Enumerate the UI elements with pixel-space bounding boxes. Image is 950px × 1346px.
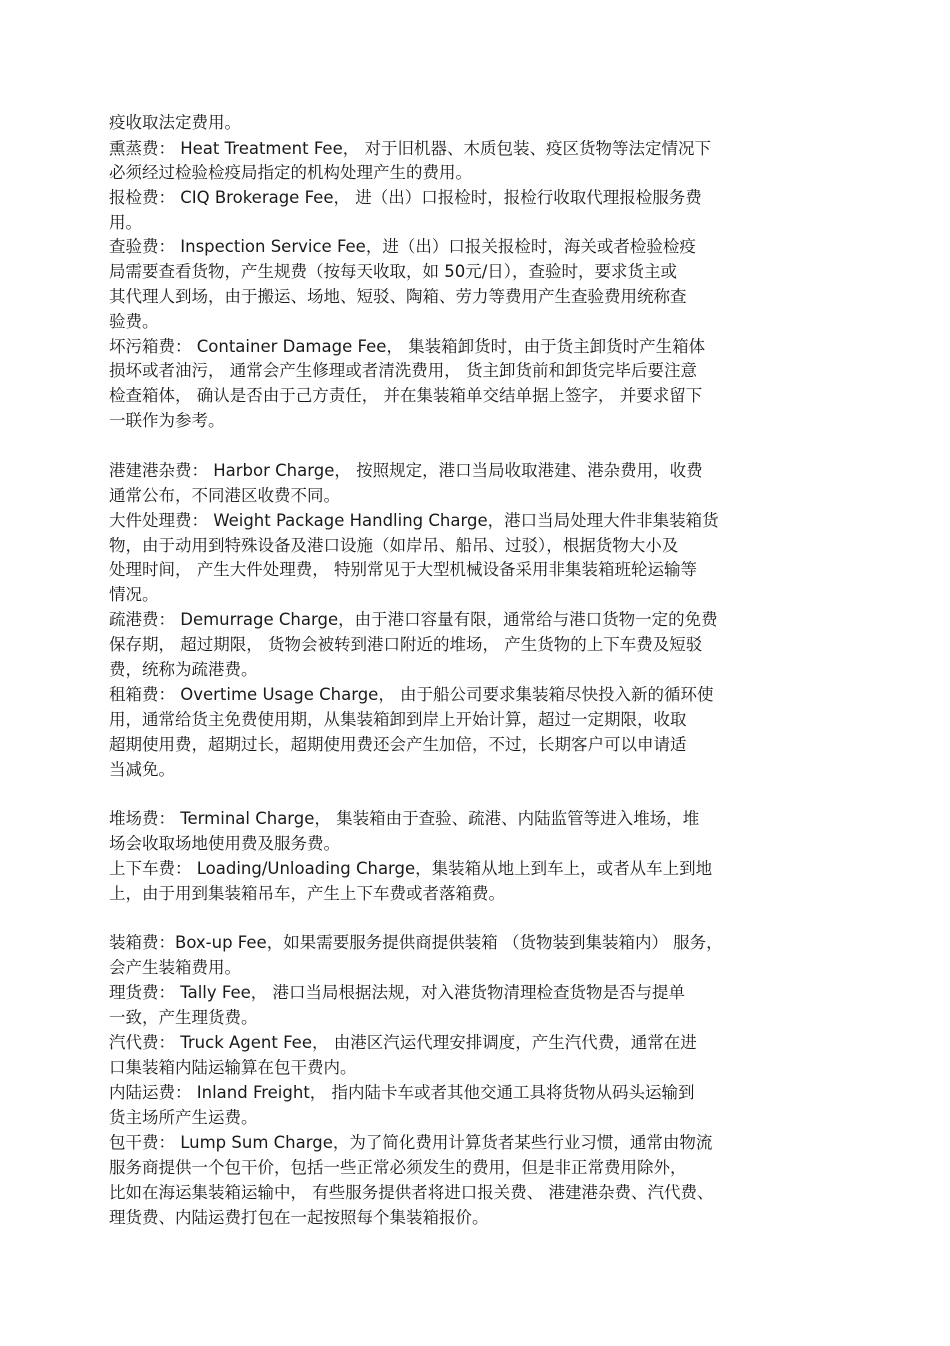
text-line: 费，统称为疏港费。 xyxy=(109,660,258,679)
text-line: 其代理人到场，由于搬运、场地、短驳、陶箱、劳力等费用产生查验费用统称查 xyxy=(109,287,687,306)
text-line: 堆场费： Terminal Charge， 集装箱由于查验、疏港、内陆监管等进入堆场，堆 xyxy=(109,809,700,828)
text-line: 熏蒸费： Heat Treatment Fee， 对于旧机器、木质包装、疫区货物等法定情况下 xyxy=(109,139,711,158)
text-line: 上下车费： Loading/Unloading Charge，集装箱从地上到车上，或者从车上到地 xyxy=(109,859,713,878)
text-line: 情况。 xyxy=(109,585,159,604)
text-line: 保存期， 超过期限， 货物会被转到港口附近的堆场， 产生货物的上下车费及短驳 xyxy=(109,635,703,654)
text-line: 局需要查看货物，产生规费（按每天收取，如 50元/日），查验时，要求货主或 xyxy=(109,262,678,281)
text-line: 口集装箱内陆运输算在包干费内。 xyxy=(109,1058,357,1077)
text-line: 用，通常给货主免费使用期，从集装箱卸到岸上开始计算，超过一定期限，收取 xyxy=(109,710,687,729)
text-line: 疫收取法定费用。 xyxy=(109,113,241,132)
text-line: 物，由于动用到特殊设备及港口设施（如岸吊、船吊、过驳），根据货物大小及 xyxy=(109,536,679,555)
text-line: 租箱费： Overtime Usage Charge， 由于船公司要求集装箱尽快投入新的循环使 xyxy=(109,685,714,704)
text-line: 内陆运费： Inland Freight， 指内陆卡车或者其他交通工具将货物从码头运输到 xyxy=(109,1083,695,1102)
text-line: 损坏或者油污， 通常会产生修理或者清洗费用， 货主卸货前和卸货完毕后要注意 xyxy=(109,361,697,380)
text-line: 上，由于用到集装箱吊车，产生上下车费或者落箱费。 xyxy=(109,884,505,903)
text-line: 必须经过检验检疫局指定的机构处理产生的费用。 xyxy=(109,163,472,182)
text-line: 比如在海运集装箱运输中， 有些服务提供者将进口报关费、 港建港杂费、汽代费、 xyxy=(109,1183,714,1202)
text-line: 包干费： Lump Sum Charge，为了简化费用计算货者某些行业习惯，通常由物流 xyxy=(109,1133,713,1152)
text-line: 报检费： CIQ Brokerage Fee， 进（出）口报检时，报检行收取代理报检服务费 xyxy=(109,188,702,207)
text-line: 货主场所产生运费。 xyxy=(109,1108,258,1127)
text-line: 服务商提供一个包干价，包括一些正常必须发生的费用，但是非正常费用除外， xyxy=(109,1158,687,1177)
text-line: 港建港杂费： Harbor Charge， 按照规定，港口当局收取港建、港杂费用，收费 xyxy=(109,461,703,480)
text-line: 当减免。 xyxy=(109,760,175,779)
text-line: 疏港费： Demurrage Charge，由于港口容量有限，通常给与港口货物一定的免费 xyxy=(109,610,718,629)
text-line: 装箱费：Box-up Fee，如果需要服务提供商提供装箱 （货物装到集装箱内） 服务， xyxy=(109,933,723,952)
text-line: 检查箱体， 确认是否由于己方责任， 并在集装箱单交结单据上签字， 并要求留下 xyxy=(109,386,703,405)
text-line: 处理时间， 产生大件处理费， 特别常见于大型机械设备采用非集装箱班轮运输等 xyxy=(109,560,697,579)
text-line: 汽代费： Truck Agent Fee， 由港区汽运代理安排调度，产生汽代费，通常在进 xyxy=(109,1033,697,1052)
text-line: 用。 xyxy=(109,213,142,232)
text-line: 大件处理费： Weight Package Handling Charge，港口当局处理大件非集装箱货 xyxy=(109,511,719,530)
text-line: 通常公布，不同港区收费不同。 xyxy=(109,486,340,505)
text-line: 场会收取场地使用费及服务费。 xyxy=(109,834,340,853)
text-line: 理货费、内陆运费打包在一起按照每个集装箱报价。 xyxy=(109,1208,489,1227)
text-line: 理货费： Tally Fee， 港口当局根据法规，对入港货物清理检查货物是否与提单 xyxy=(109,983,686,1002)
text-line: 一联作为参考。 xyxy=(109,411,225,430)
text-line: 验费。 xyxy=(109,312,159,331)
text-line: 会产生装箱费用。 xyxy=(109,958,241,977)
text-line: 查验费： Inspection Service Fee，进（出）口报关报检时，海关或者检验检疫 xyxy=(109,237,696,256)
text-line: 超期使用费，超期过长，超期使用费还会产生加倍，不过，长期客户可以申请适 xyxy=(109,735,687,754)
text-line: 坏污箱费： Container Damage Fee， 集装箱卸货时，由于货主卸货时产生箱体 xyxy=(109,337,706,356)
text-line: 一致，产生理货费。 xyxy=(109,1008,258,1027)
